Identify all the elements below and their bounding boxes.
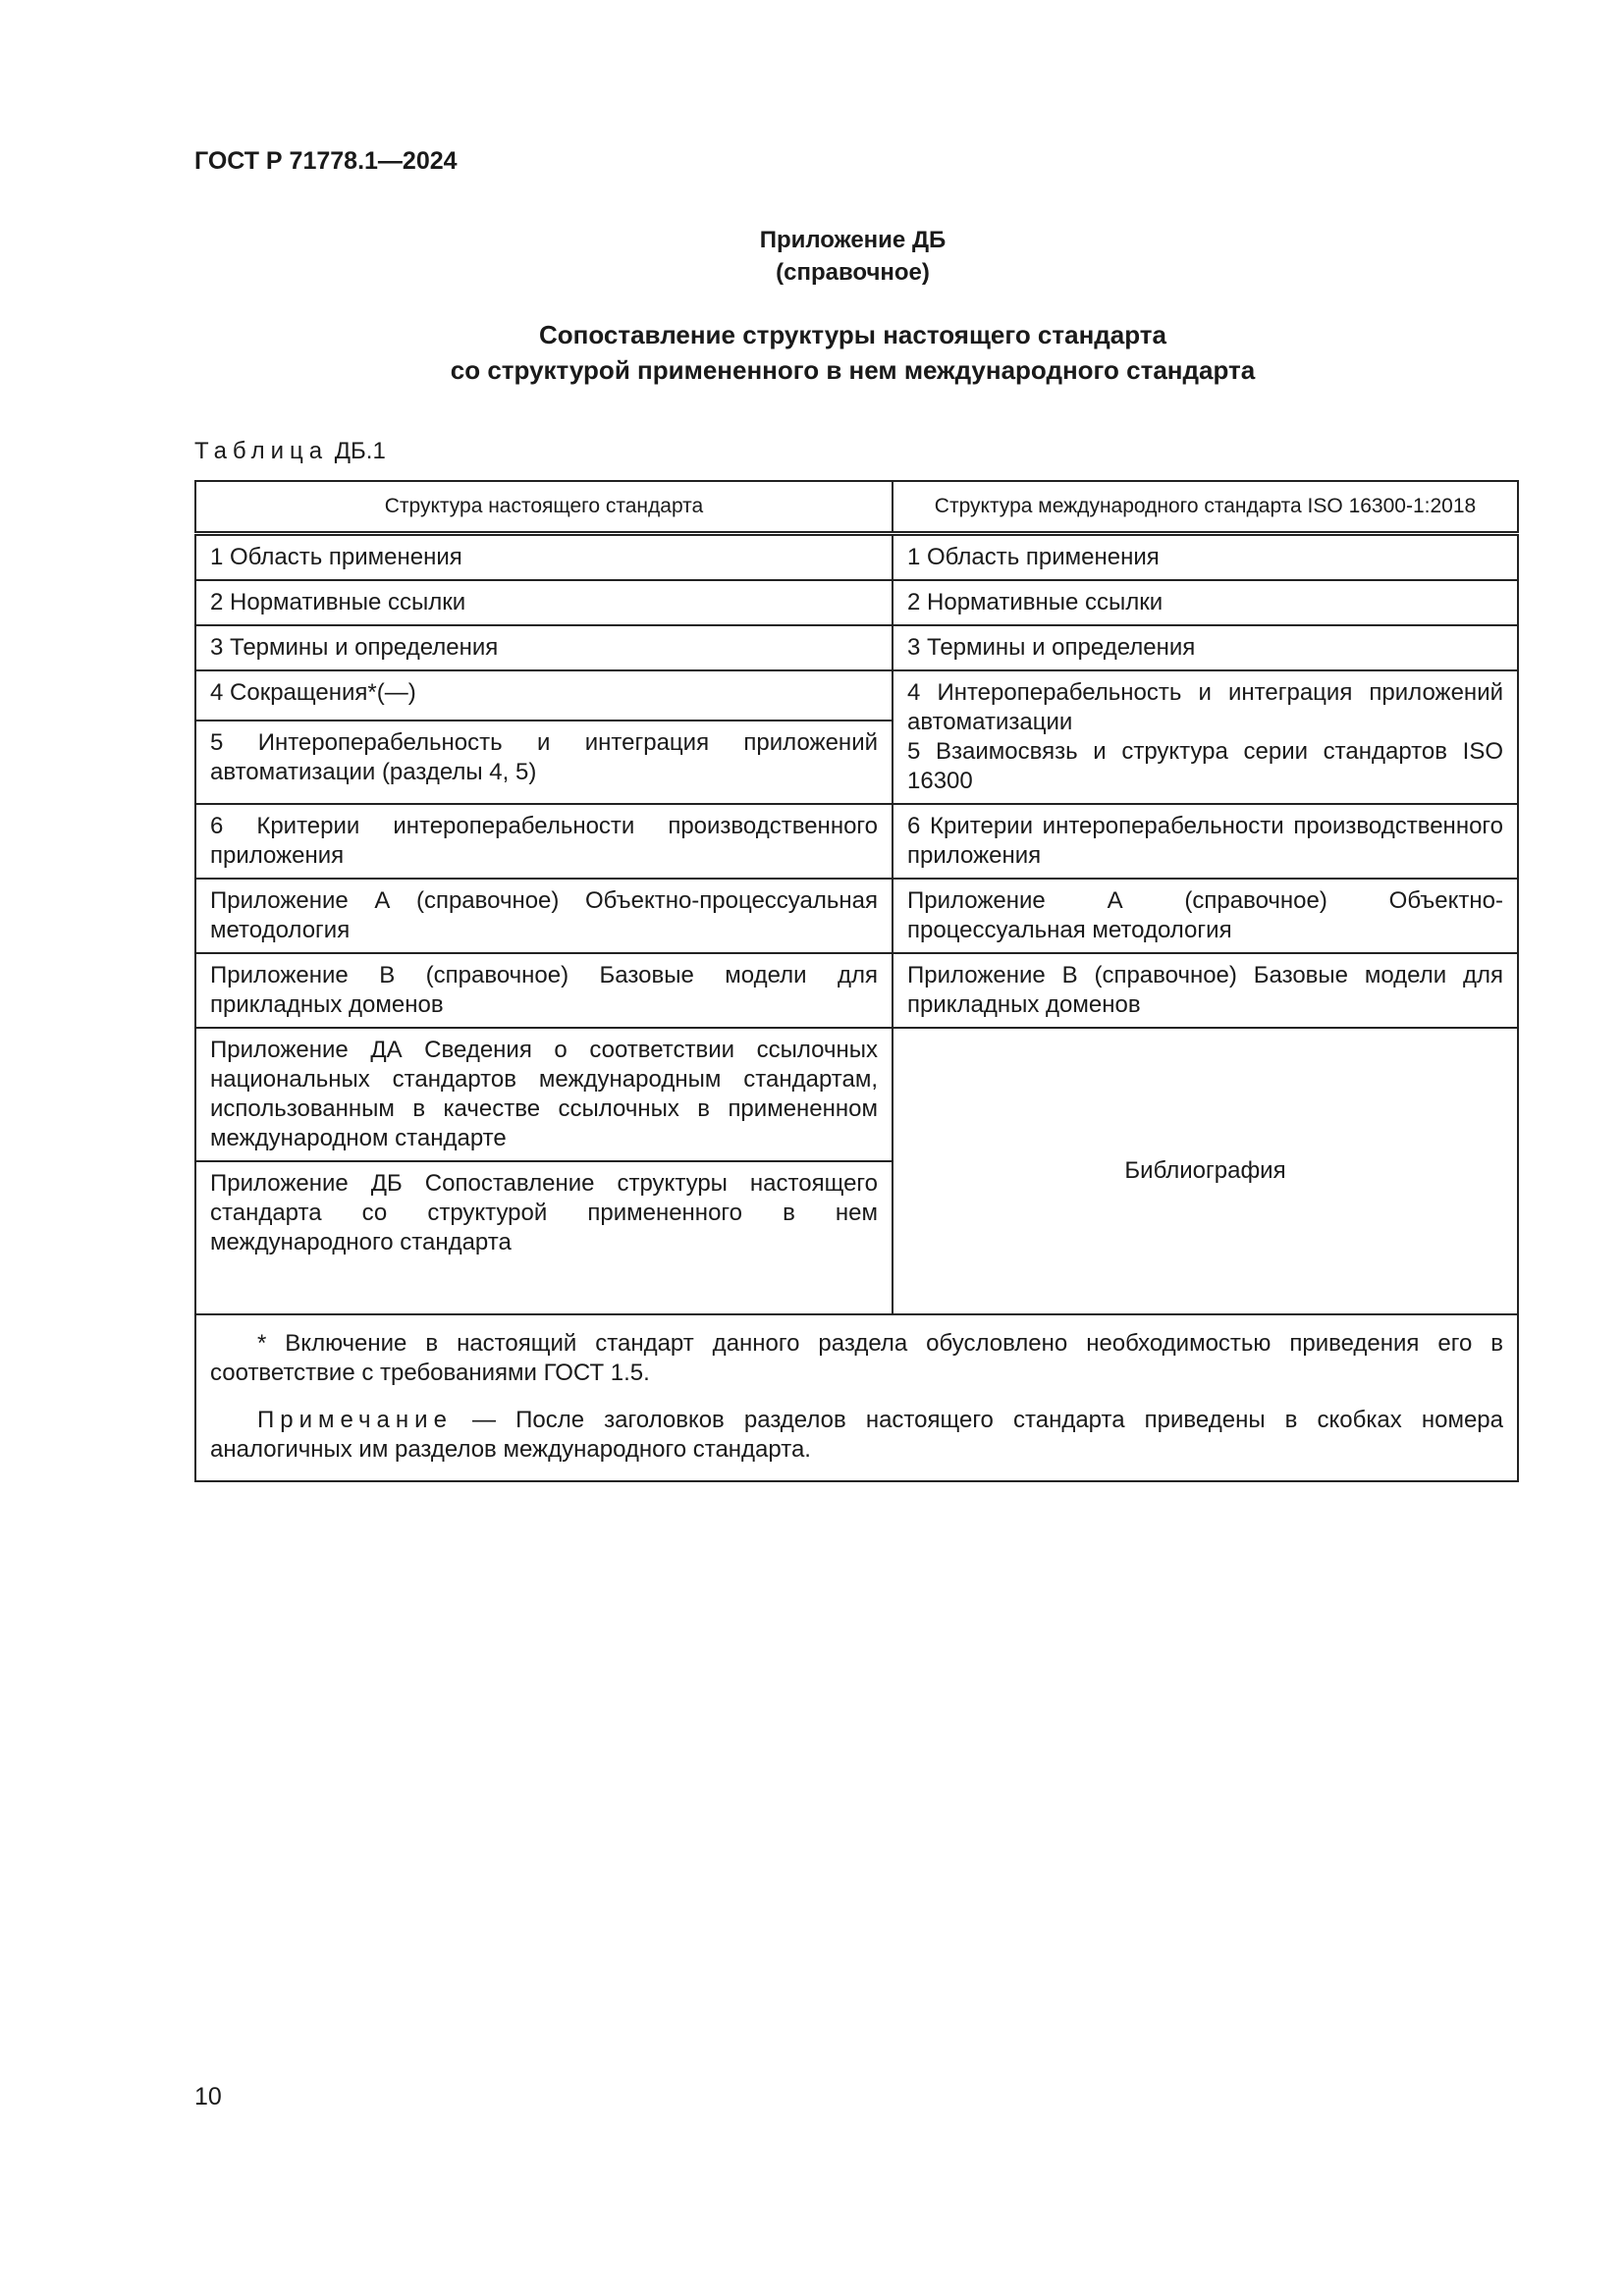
annex-label: Приложение ДБ — [759, 227, 947, 253]
table-cell-left: 2 Нормативные ссылки — [195, 580, 893, 625]
table-cell-right: 2 Нормативные ссылки — [893, 580, 1518, 625]
table-row — [195, 1028, 1518, 1161]
table-row — [195, 580, 1518, 625]
annex-status: (справочное) — [776, 259, 930, 286]
table-cell-right: Приложение А (справочное) Объектно-процессуальная методология — [893, 879, 1518, 953]
table-row — [195, 953, 1518, 1028]
table-notes-row — [195, 1314, 1518, 1481]
table-cell-left: 5 Интероперабельность и интеграция приложений автоматизации (разделы 4, 5) — [195, 721, 893, 804]
table-note — [210, 1406, 1503, 1465]
table-row — [195, 804, 1518, 879]
merged-cell-line-1: 4 Интероперабельность и интеграция приложений автоматизации — [907, 679, 1503, 735]
page-heading — [194, 317, 1511, 388]
table-cell-right: 6 Критерии интероперабельности производственного приложения — [893, 804, 1518, 879]
page-number: 10 — [194, 2083, 222, 2110]
table-header-row — [195, 481, 1518, 534]
table-caption-word: Таблица — [194, 438, 329, 464]
table-caption — [194, 438, 386, 465]
table-caption-number: ДБ.1 — [334, 438, 386, 464]
table-cell-right-merged — [893, 670, 1518, 804]
table-cell-left: 4 Сокращения*(—) — [195, 670, 893, 721]
heading-line-1: Сопоставление структуры настоящего стандарта — [539, 320, 1166, 349]
table-cell-right: Приложение В (справочное) Базовые модели для прикладных доменов — [893, 953, 1518, 1028]
note-text: — После заголовков разделов настоящего стандарта приведены в скобках номера аналогичных им разделов международного стандарта. — [210, 1407, 1503, 1463]
annex-title — [194, 224, 1511, 289]
table-cell-left: Приложение ДА Сведения о соответствии ссылочных национальных стандартов международным стандартам, использованным в качестве ссылочных в примененном международном стандарте — [195, 1028, 893, 1161]
structure-comparison-table — [194, 480, 1519, 1482]
table-notes — [195, 1314, 1518, 1481]
column-header-national: Структура настоящего стандарта — [195, 481, 893, 534]
table-cell-right: 1 Область применения — [893, 534, 1518, 581]
table-cell-left: 1 Область применения — [195, 534, 893, 581]
table-row — [195, 879, 1518, 953]
table-cell-left: 6 Критерии интероперабельности производственного приложения — [195, 804, 893, 879]
table-cell-left: Приложение В (справочное) Базовые модели для прикладных доменов — [195, 953, 893, 1028]
column-header-international: Структура международного стандарта ISO 16300-1:2018 — [893, 481, 1518, 534]
merged-cell-line-2: 5 Взаимосвязь и структура серии стандартов ISO 16300 — [907, 738, 1503, 794]
table-cell-left: Приложение А (справочное) Объектно-процессуальная методология — [195, 879, 893, 953]
table-row — [195, 534, 1518, 581]
table-cell-right: 3 Термины и определения — [893, 625, 1518, 670]
document-code: ГОСТ Р 71778.1—2024 — [194, 147, 458, 175]
table-cell-left: 3 Термины и определения — [195, 625, 893, 670]
note-label: Примечание — [257, 1407, 453, 1433]
table-cell-left: Приложение ДБ Сопоставление структуры настоящего стандарта со структурой примененного в нем международного стандарта — [195, 1161, 893, 1314]
table-footnote: * Включение в настоящий стандарт данного раздела обусловлено необходимостью приведения его в соответствие с требованиями ГОСТ 1.5. — [210, 1330, 1503, 1386]
heading-line-2: со структурой примененного в нем международного стандарта — [450, 355, 1256, 385]
table-row — [195, 625, 1518, 670]
table-row — [195, 670, 1518, 721]
table-cell-bibliography: Библиография — [893, 1028, 1518, 1314]
